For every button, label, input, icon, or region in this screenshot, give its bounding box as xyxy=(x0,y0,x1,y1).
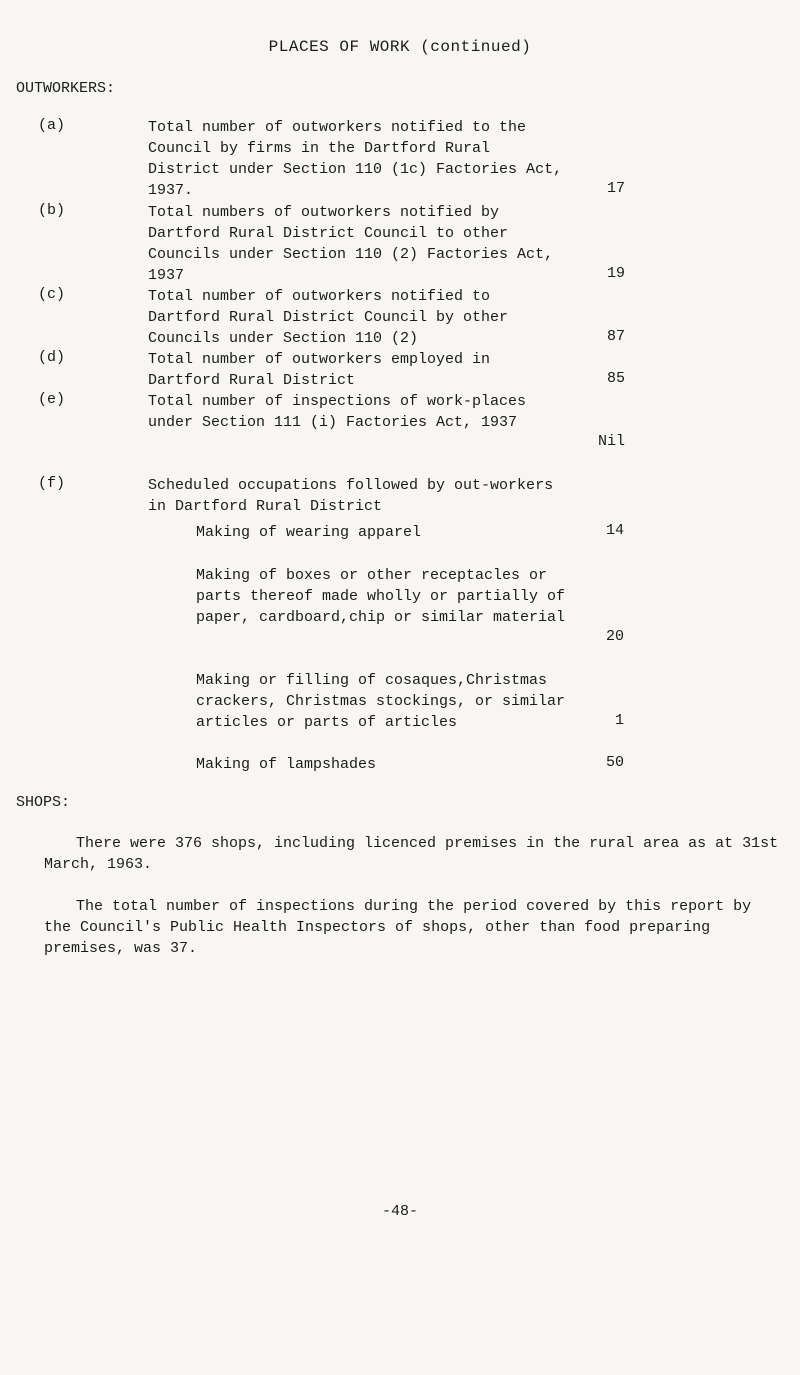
item-value: 85 xyxy=(606,370,625,387)
occupation-crackers: Making or filling of cosaques,Christmas crackers, Christmas stockings, or similar articles or parts of articles xyxy=(196,672,566,731)
item-marker: (c) xyxy=(38,286,66,303)
item-text: Scheduled occupations followed by out-workers in Dartford Rural District xyxy=(148,477,554,515)
item-marker: (b) xyxy=(38,202,66,219)
shops-heading: SHOPS: xyxy=(16,794,71,811)
page-number: -48- xyxy=(381,1203,418,1220)
occupation-wearing-apparel: Making of wearing apparel xyxy=(196,524,422,541)
item-text: Total number of outworkers employed in Dartford Rural District xyxy=(148,351,491,389)
item-marker: (d) xyxy=(38,349,66,366)
item-marker: (e) xyxy=(38,391,66,408)
item-text: Total number of outworkers notified to Dartford Rural District Council by other Councils under Section 110 (2) xyxy=(148,288,509,347)
occupation-value: 14 xyxy=(605,522,624,539)
occupation-boxes: Making of boxes or other receptacles or parts thereof made wholly or partially of paper, cardboard,chip or similar material xyxy=(196,567,566,626)
paragraph-text: There were 376 shops, including licenced premises in the rural area as at 31st March, 1963. xyxy=(44,835,779,873)
paragraph-text: The total number of inspections during the period covered by this report by the Council's Public Health Inspectors of shops, other than food preparing premises, was 37. xyxy=(44,898,752,957)
outworkers-heading: OUTWORKERS: xyxy=(16,80,116,97)
item-marker: (a) xyxy=(38,117,66,134)
shops-paragraph-inspections xyxy=(44,896,784,959)
occupation-lampshades: Making of lampshades xyxy=(196,756,377,773)
item-text: Total number of outworkers notified to the Council by firms in the Dartford Rural District under Section 110 (1c) Factories Act, 1937. xyxy=(148,119,563,199)
item-text: Total number of inspections of work-places under Section 111 (i) Factories Act, 1937 xyxy=(148,393,527,431)
item-value: 19 xyxy=(606,265,625,282)
item-marker: (f) xyxy=(38,475,66,492)
item-text: Total numbers of outworkers notified by Dartford Rural District Council to other Councils under Section 110 (2) Factories Act, 1937 xyxy=(148,204,554,284)
item-value: 87 xyxy=(606,328,625,345)
occupation-value: 20 xyxy=(605,628,624,645)
occupation-value: 50 xyxy=(605,754,624,771)
shops-paragraph-count xyxy=(44,833,784,875)
item-value: 17 xyxy=(606,180,625,197)
item-value: Nil xyxy=(597,433,625,450)
page-title: PLACES OF WORK (continued) xyxy=(268,38,532,56)
occupation-value: 1 xyxy=(614,712,624,729)
